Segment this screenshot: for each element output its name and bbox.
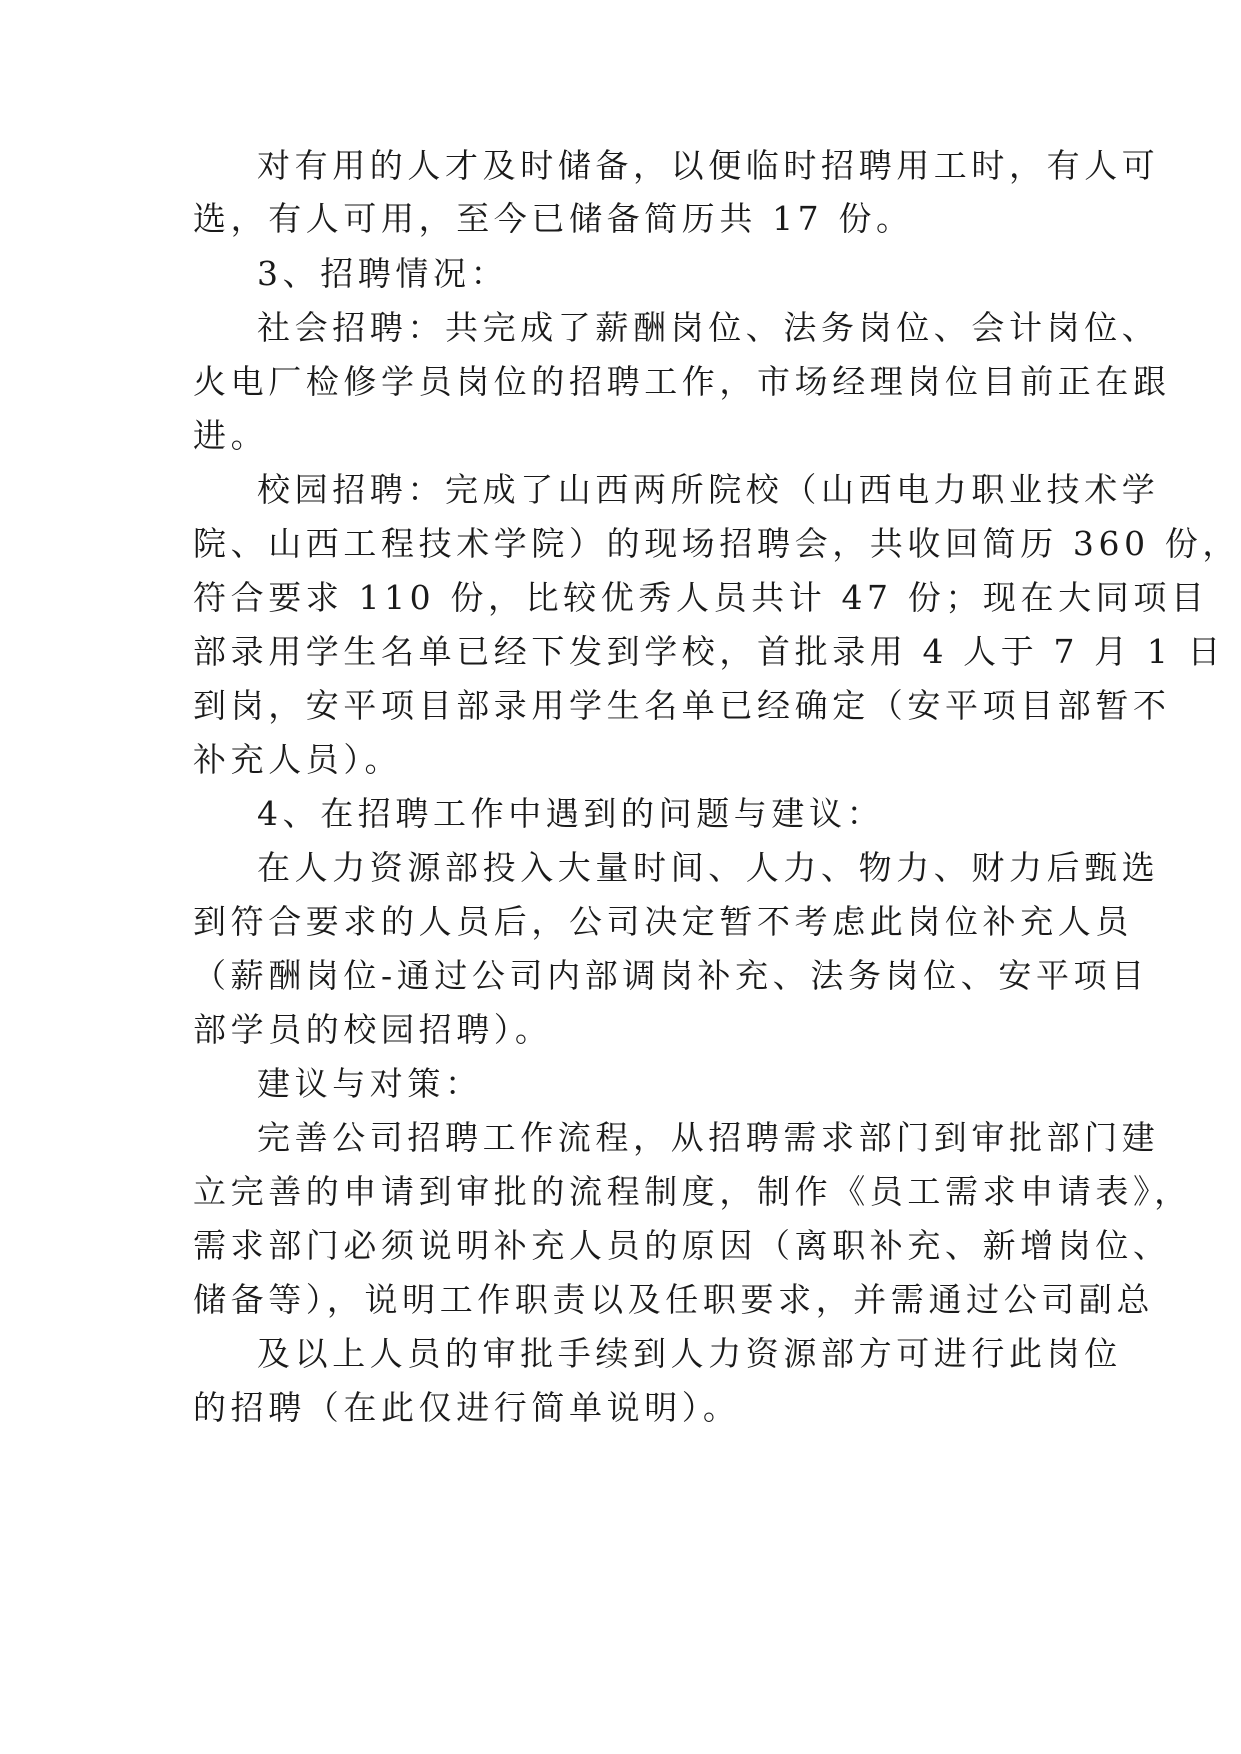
paragraph-line: 及以上人员的审批手续到人力资源部方可进行此岗位 — [257, 1334, 1122, 1373]
paragraph-line: 在人力资源部投入大量时间、人力、物力、财力后甄选 — [257, 848, 1160, 887]
paragraph-line: 火电厂检修学员岗位的招聘工作，市场经理岗位目前正在跟 — [193, 362, 1171, 401]
paragraph-line: 对有用的人才及时储备，以便临时招聘用工时，有人可 — [257, 146, 1160, 185]
section-heading: 4、在招聘工作中遇到的问题与建议： — [257, 794, 885, 833]
paragraph-line: 校园招聘：完成了山西两所院校（山西电力职业技术学 — [257, 470, 1160, 509]
subheading: 建议与对策： — [257, 1064, 483, 1103]
paragraph-line: 进。 — [193, 416, 269, 455]
paragraph-line: 部录用学生名单已经下发到学校，首批录用 4 人于 7 月 1 日 — [193, 632, 1226, 671]
paragraph-line: 符合要求 110 份，比较优秀人员共计 47 份；现在大同项目 — [193, 578, 1209, 617]
paragraph-line: 立完善的申请到审批的流程制度，制作《员工需求申请表》， — [193, 1172, 1192, 1211]
paragraph-line: 需求部门必须说明补充人员的原因（离职补充、新增岗位、 — [193, 1226, 1171, 1265]
paragraph-line: 补充人员）。 — [193, 740, 403, 779]
paragraph-line: 部学员的校园招聘）。 — [193, 1010, 553, 1049]
paragraph-line: 到符合要求的人员后，公司决定暂不考虑此岗位补充人员 — [193, 902, 1133, 941]
section-heading: 3、招聘情况： — [257, 254, 509, 293]
paragraph-line: 院、山西工程技术学院）的现场招聘会，共收回简历 360 份， — [193, 524, 1240, 563]
paragraph-line: 社会招聘：共完成了薪酬岗位、法务岗位、会计岗位、 — [257, 308, 1160, 347]
paragraph-line: 储备等），说明工作职责以及任职要求，并需通过公司副总 — [193, 1280, 1155, 1319]
paragraph-line: 到岗，安平项目部录用学生名单已经确定（安平项目部暂不 — [193, 686, 1171, 725]
paragraph-line: 选，有人可用，至今已储备简历共 17 份。 — [193, 199, 914, 238]
paragraph-line: 完善公司招聘工作流程，从招聘需求部门到审批部门建 — [257, 1118, 1160, 1157]
paragraph-line: 的招聘（在此仅进行简单说明）。 — [193, 1388, 741, 1427]
paragraph-line: （薪酬岗位-通过公司内部调岗补充、法务岗位、安平项目 — [193, 956, 1149, 995]
